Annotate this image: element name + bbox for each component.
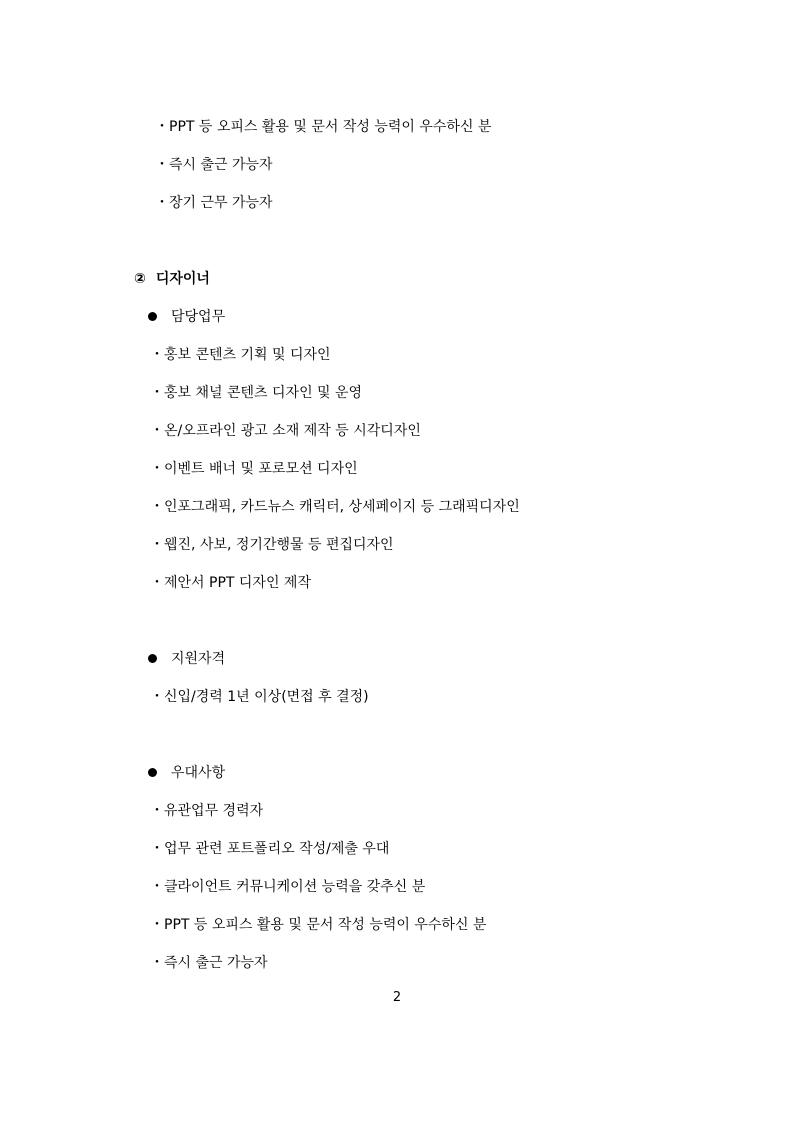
qualifications-heading <box>148 649 225 669</box>
preference-item: ・클라이언트 커뮤니케이션 능력을 갖추신 분 <box>150 879 426 895</box>
preferences-heading <box>148 763 225 783</box>
preference-item: ・업무 관련 포트폴리오 작성/제출 우대 <box>150 841 390 857</box>
duty-item: ・홍보 콘텐츠 기획 및 디자인 <box>150 347 331 363</box>
preference-item: ・유관업무 경력자 <box>150 803 264 819</box>
preferences-heading-label: 우대사항 <box>171 765 226 781</box>
intro-item: ・장기 근무 가능자 <box>155 195 273 211</box>
qualification-item: ・신입/경력 1년 이상(면접 후 결정) <box>150 689 369 705</box>
section-heading <box>134 269 210 289</box>
bullet-dot-icon <box>148 768 157 777</box>
duty-item: ・웹진, 사보, 정기간행물 등 편집디자인 <box>150 537 394 553</box>
duty-item: ・인포그래픽, 카드뉴스 캐릭터, 상세페이지 등 그래픽디자인 <box>150 499 520 515</box>
bullet-dot-icon <box>148 654 157 663</box>
intro-item: ・즉시 출근 가능자 <box>155 157 273 173</box>
duties-heading <box>148 307 225 327</box>
section-number: ② <box>134 271 146 287</box>
duty-item: ・홍보 채널 콘텐츠 디자인 및 운영 <box>150 385 363 401</box>
preference-item: ・PPT 등 오피스 활용 및 문서 작성 능력이 우수하신 분 <box>150 917 487 933</box>
qualifications-heading-label: 지원자격 <box>171 651 226 667</box>
duty-item: ・제안서 PPT 디자인 제작 <box>150 575 311 591</box>
intro-item: ・PPT 등 오피스 활용 및 문서 작성 능력이 우수하신 분 <box>155 119 492 135</box>
section-title: 디자이너 <box>155 271 210 287</box>
duty-item: ・이벤트 배너 및 포로모션 디자인 <box>150 461 358 477</box>
bullet-dot-icon <box>148 312 157 321</box>
duty-item: ・온/오프라인 광고 소재 제작 등 시각디자인 <box>150 423 421 439</box>
preference-item: ・즉시 출근 가능자 <box>150 955 268 971</box>
duties-heading-label: 담당업무 <box>171 309 226 325</box>
page-number: 2 <box>392 990 402 1005</box>
